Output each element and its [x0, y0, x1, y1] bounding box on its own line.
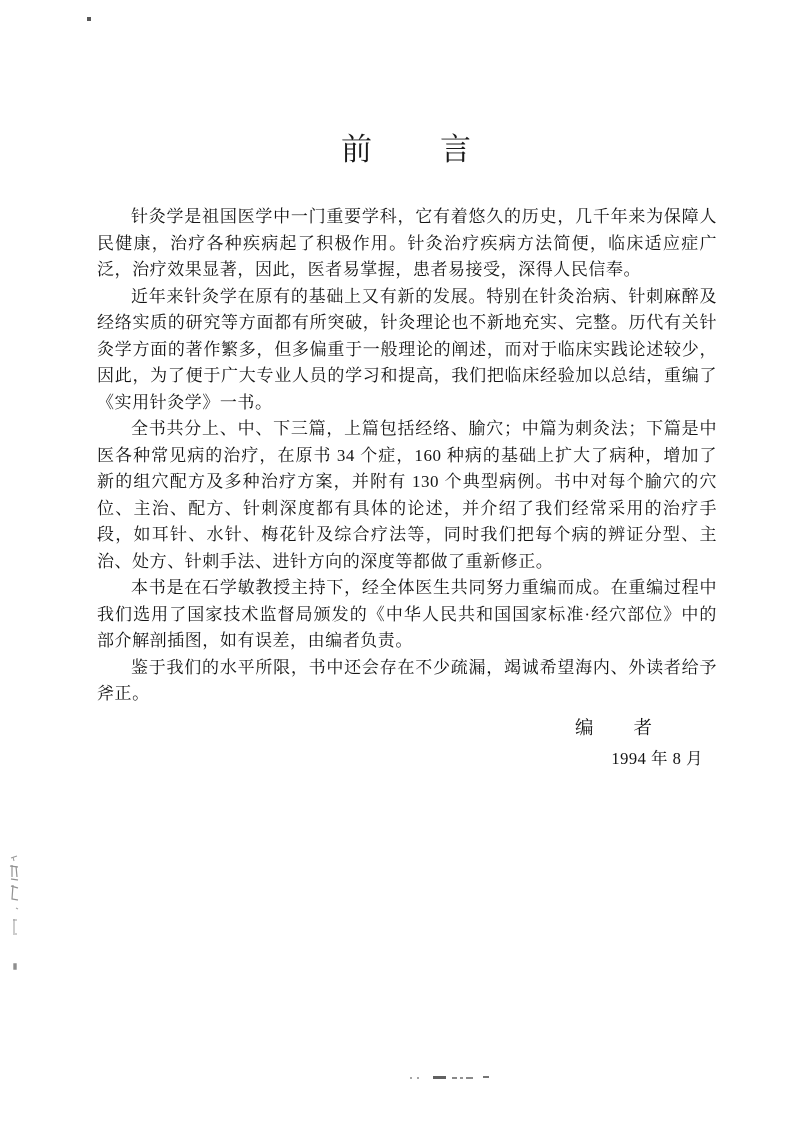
preface-body [97, 204, 717, 708]
scan-bottom-mark [433, 1076, 446, 1079]
signature-block [97, 714, 717, 774]
signature-author: 编 者 [574, 719, 653, 739]
page-title: 前 言 [341, 132, 473, 167]
paragraph-5: 鉴于我们的水平所限，书中还会存在不少疏漏，竭诚希望海内、外读者给予斧正。 [97, 657, 717, 703]
paragraph-4: 本书是在石学敏教授主持下，经全体医生共同努力重编而成。在重编过程中我们选用了国家技术监督局颁发的《中华人民共和国国家标准·经穴部位》中的部介解剖插图，如有误差，由编者负责。 [97, 578, 717, 650]
scan-bottom-mark [466, 1077, 473, 1079]
scan-bottom-mark [417, 1077, 419, 1079]
paragraph-3: 全书共分上、中、下三篇，上篇包括经络、腧穴；中篇为刺灸法；下篇是中医各种常见病的治疗，在原书 34 个症，160 种病的基础上扩大了病种，增加了新的组穴配方及多种治疗方案，并附有 130 个典型病例。书中对每个腧穴的穴位、主治、配方、针刺深度都有具体的论述，并介绍了我们经常采用的治疗手段，如耳针、水针、梅花针及综合疗法等，同时我们把每个病的辨证分型、主治、处方、针刺手法、进针方向的深度等都做了重新修正。 [97, 419, 717, 571]
paragraph-1: 针灸学是祖国医学中一门重要学科，它有着悠久的历史，几千年来为保障人民健康，治疗各种疾病起了积极作用。针灸治疗疾病方法简便，临床适应症广泛，治疗效果显著，因此，医者易掌握，患者易接受，深得人民信奉。 [97, 207, 717, 279]
scan-bottom-mark [460, 1077, 463, 1079]
scan-bottom-mark [410, 1077, 412, 1079]
scan-margin-smudge [4, 850, 28, 980]
scan-bottom-mark [483, 1076, 489, 1078]
paragraph-2: 近年来针灸学在原有的基础上又有新的发展。特别在针灸治病、针刺麻醉及经络实质的研究等方面都有所突破，针灸理论也不新地充实、完整。历代有关针灸学方面的著作繁多，但多偏重于一般理论的阐述，而对于临床实践论述较少，因此，为了便于广大专业人员的学习和提高，我们把临床经验加以总结，重编了《实用针灸学》一书。 [97, 286, 717, 412]
scan-speck [87, 17, 91, 21]
scan-bottom-mark [452, 1077, 457, 1079]
signature-date: 1994 年 8 月 [611, 749, 703, 768]
